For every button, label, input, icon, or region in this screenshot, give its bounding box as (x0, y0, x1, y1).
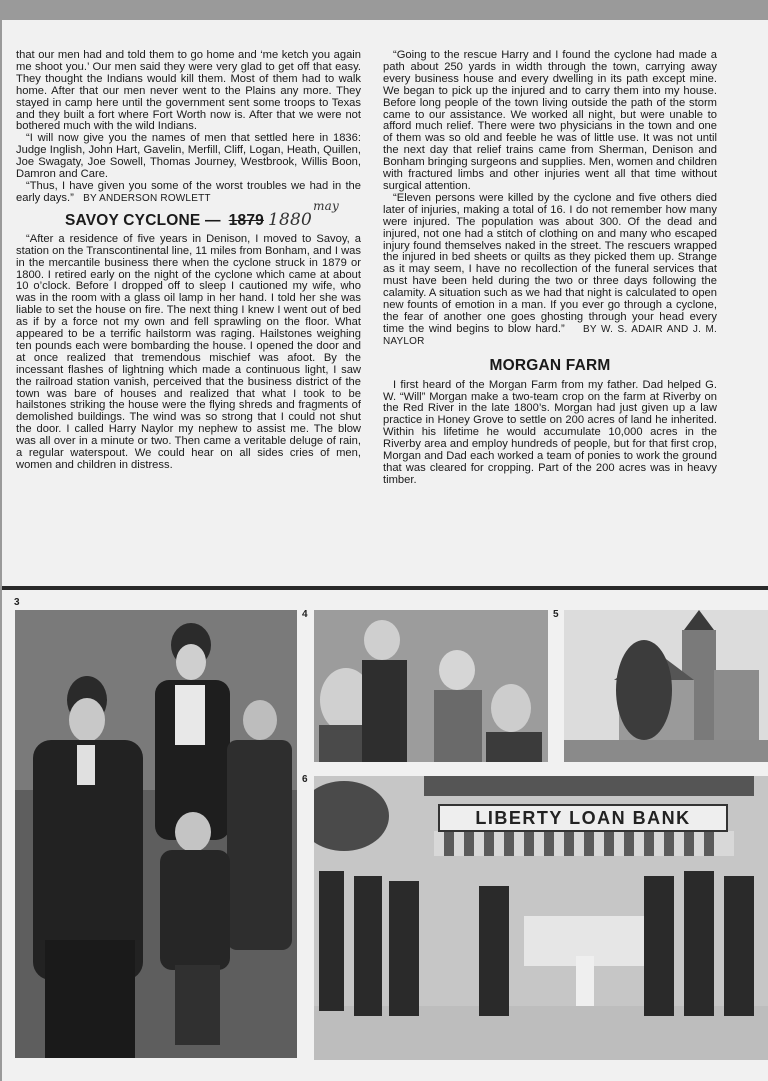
left-text-column (16, 50, 361, 472)
family-portrait-photo (15, 610, 297, 1058)
paragraph (383, 193, 717, 348)
section-heading-morgan-farm: MORGAN FARM (489, 356, 611, 374)
magazine-page (2, 20, 768, 1081)
handwritten-year: 1880 (267, 209, 313, 230)
victorian-house-photo (564, 610, 768, 762)
heading-text: SAVOY CYCLONE — (64, 211, 221, 229)
photo-number: 6 (302, 774, 308, 785)
paragraph: “I will now give you the names of men that settled here in 1836: Judge Inglish, John Hart, Gavelin, Merfill, Cliff, Logan, Heath, Quillen, Joe Swagaty, Joe Sowell, Thomas Journey, Westbrook, Willis Boon, Damron and Care. (16, 132, 361, 181)
bank-sign: LIBERTY LOAN BANK (438, 804, 728, 832)
byline: BY ANDERSON ROWLETT (83, 192, 211, 204)
photo-number: 5 (553, 609, 559, 620)
paragraph: that our men had and told them to go home and ‘me ketch you again me shoot you.’ Our men said they were very glad to get off that easy. They thought the Indians would kill them. Most of them had to walk home. After that our men never went to the Plains any more. They stayed in camp here until the government sent some troops to Texas and they built a fort where Fort Worth now is. After that we were not bothered much with the wild Indians. (16, 49, 361, 133)
byline: BY W. S. ADAIR AND J. M. NAYLOR (383, 323, 718, 347)
house-image (564, 610, 768, 762)
paragraph: I first heard of the Morgan Farm from my father. Dad helped G. W. “Will” Morgan make a two-team crop on the farm at Riverby on the Red River in the late 1800’s. Morgan had just given up a law practice in Honey Grove to settle on 200 acres of land he inherited. Within his lifetime he would accumulate 10,000 acres in the Riverby area and employ hundreds of people, but for that first crop, Morgan and Dad each worked a team of ponies to work the ground that was cleared for cropping. Part of the 200 acres was in heavy timber. (383, 378, 717, 486)
handwritten-month: may (313, 198, 339, 213)
right-text-column (383, 50, 717, 487)
paragraph: “Going to the rescue Harry and I found the cyclone had made a path about 250 yards in width through the town, carrying away every business house and every dwelling in its path except mine. We began to pick up the injured and to carry them into my house. Before long people of the town living outside the path of the storm came to our assistance. We worked all night, but were unable to afford much relief. There were two physicians in the town and one of them was so old and feeble he was of little use. It was not until the next day that relief trains came from Sherman, Denison and Bonham bringing surgeons and supplies. Men, women and children with fractured limbs and other injuries went all that time without surgical attention. (383, 49, 717, 192)
photo-number: 3 (14, 597, 20, 608)
paragraph-text: “Thus, I have given you some of the worst troubles we had in the early days.” (16, 179, 361, 204)
three-portraits-photo (314, 610, 548, 762)
paragraph-text: “Eleven persons were killed by the cyclone and five others died later of injuries, making a total of 16. I do not remember how many were injured. The population was about 300. Of the dead and injured, not one had a stitch of clothing on and many who escaped injury found themselves naked in the street. The rescuers wrapped the injured in bed sheets or quilts as they picked them up. Strange as it may seem, I have no recollection of the funeral services that must have been held during the two or three days following the calamity. A situation such as we had that night is calculated to open new founts of emotion in a man. If you ever go through a cyclone, the fear of another one goes ghosting through your head every time the wind begins to blow hard.” (383, 191, 717, 335)
paragraph: “After a residence of five years in Denison, I moved to Savoy, a station on the Transcontinental line, 11 miles from Bonham, and I was in the mercantile business there when the cyclone struck in 1879 or 1800. I retired early on the night of the cyclone which came at about 10 o’clock. Before I dropped off to sleep I cautioned my wife, who was in the room with a glass oil lamp in her hand. I told her she was liable to set the house on fire. The next thing I knew I went out of bed as if by a force not my own and fell sprawling on the floor. What appeared to be a terrific hailstorm was raging. Hailstones weighing ten pounds each were bombarding the house. I opened the door and at once realized that tremendous mischief was afoot. By the incessant flashes of lightning which made a continuous light, I saw the railroad station vanish, perceived that the business district of the town was bare of houses and realized that what I took to be hailstones striking the house were the flying shreds and fragments of demolished buildings. The wind was so strong that I could not shut the door. I called Harry Naylor my nephew to assist me. The blow was all over in a minute or two. Then came a veritable deluge of rain, a regular waterspout. We could hear on all sides cries of men, women and children in distress. (16, 232, 361, 471)
liberty-loan-bank-photo (314, 776, 768, 1060)
struck-year: 1879 (228, 211, 264, 229)
portrait-image (314, 610, 548, 762)
section-divider (2, 586, 768, 590)
paragraph (16, 181, 361, 205)
photo-number: 4 (302, 609, 308, 620)
portrait-image (15, 610, 297, 1058)
